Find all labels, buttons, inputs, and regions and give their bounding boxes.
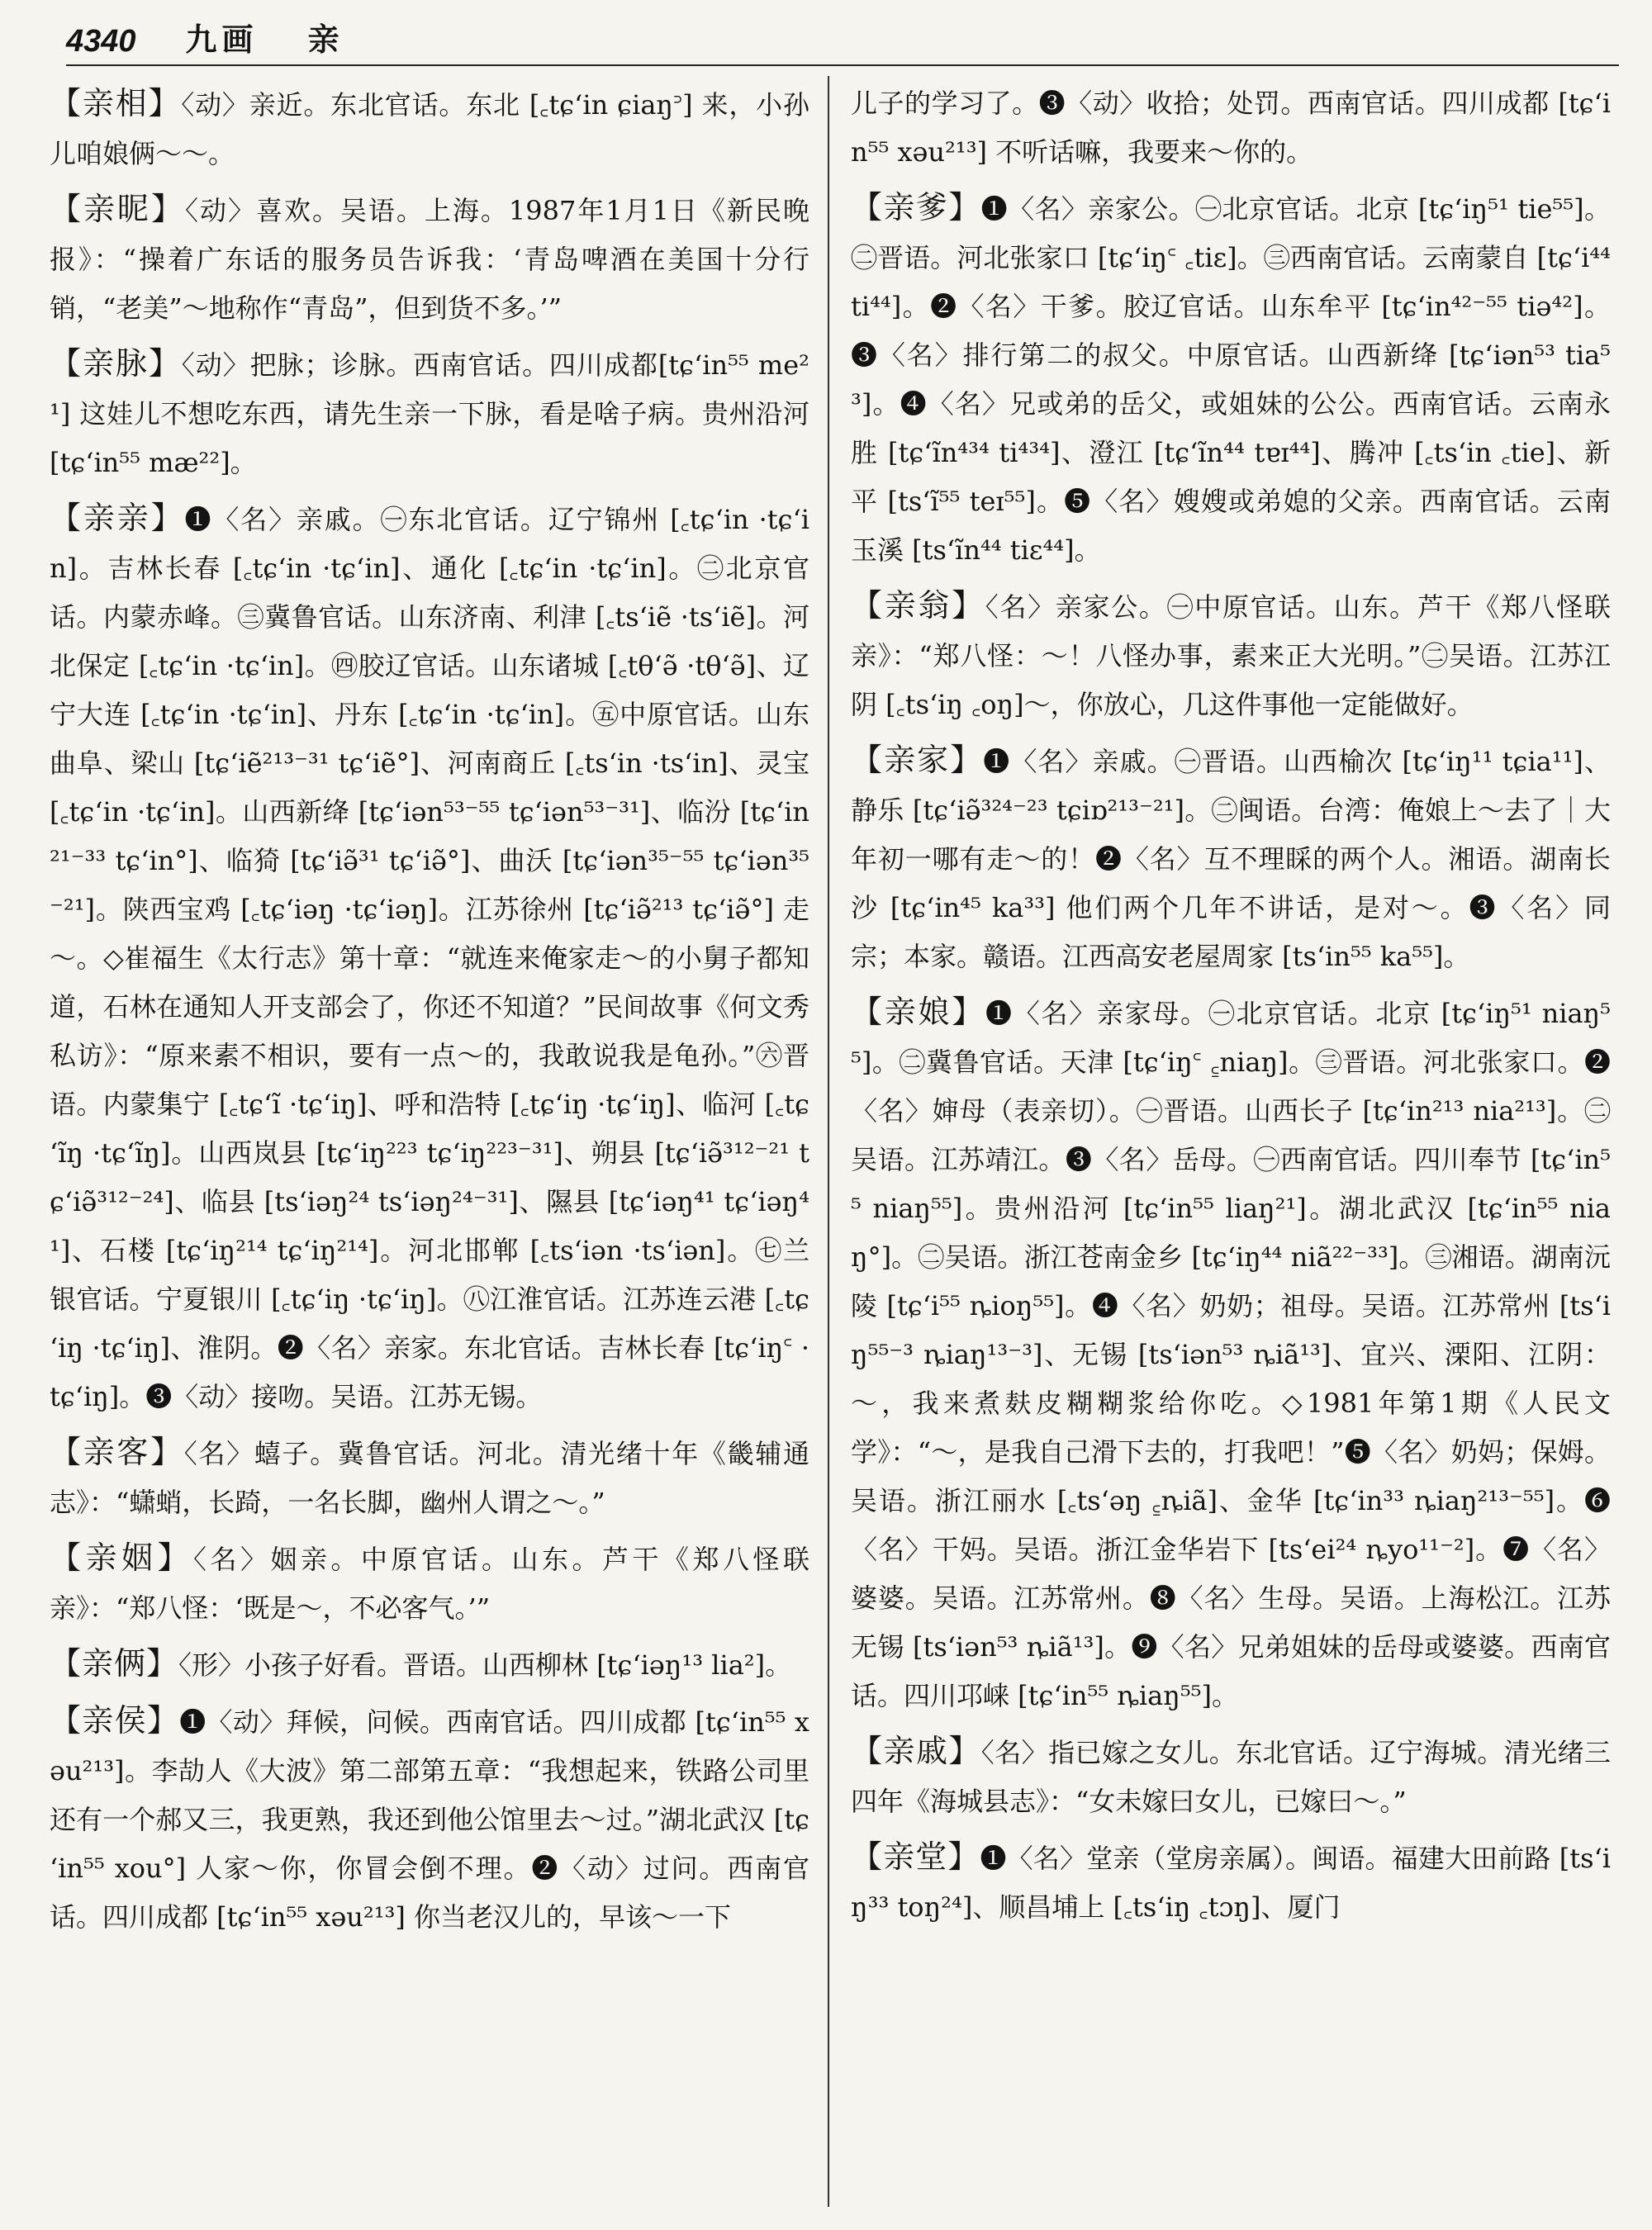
headword: 【亲翁】 [851,587,985,624]
radical-label: 九画 [185,21,259,58]
entry-body: 〈形〉小孩子好看。晋语。山西柳林 [tɕʻiəŋ¹³ lia²]。 [178,1649,792,1681]
entry-qinyin [50,1534,809,1633]
entry-qinlia [50,1639,809,1690]
entry-body: ❶〈名〉亲戚。㊀晋语。山西榆次 [tɕʻiŋ¹¹ tɕia¹¹]、静乐 [tɕʻiə̃³²⁴⁻²³ tɕiɒ²¹³⁻²¹]。㊁闽语。台湾：俺娘上～去了｜大年初一哪有走～的！❷〈名〉互不理睬的两个人。湘语。湖南长沙 [tɕʻin⁴⁵ ka³³] 他们两个几年不讲话，是对～。❸〈名〉同宗；本家。赣语。江西高安老屋周家 [tsʻin⁵⁵ ka⁵⁵]。 [851,746,1611,972]
entry-continuation: 儿子的学习了。❸〈动〉收拾；处罚。西南官话。四川成都 [tɕʻin⁵⁵ xəu²¹³] 不听话嘛，我要来～你的。 [851,88,1611,168]
entry-qinhou [50,1696,809,1942]
page-number: 4340 [66,24,136,59]
head-character: 亲 [307,21,339,58]
entry-body: 〈动〉把脉；诊脉。西南官话。四川成都[tɕʻin⁵⁵ me²¹] 这娃儿不想吃东西，请先生亲一下脉，看是啥子病。贵州沿河 [tɕʻin⁵⁵ mæ²²]。 [50,349,809,478]
entry-qinni [50,185,809,333]
entry-qinke [50,1428,809,1527]
headword: 【亲亲】 [50,500,185,536]
entry-body: ❶〈名〉亲戚。㊀东北官话。辽宁锦州 [꜀tɕʻin ·tɕʻin]。吉林长春 [꜀tɕʻin ·tɕʻin]、通化 [꜀tɕʻin ·tɕʻin]。㊁北京官话。内蒙赤峰。㊂冀鲁官话。山东济南、利津 [꜀tsʻiẽ ·tsʻiẽ]。河北保定 [꜀tɕʻin ·tɕʻin]。㊃胶辽官话。山东诸城 [꜀tθʻə̃ ·tθʻə̃]、辽宁大连 [꜀tɕʻin ·tɕʻin]、丹东 [꜀tɕʻin ·tɕʻin]。㊄中原官话。山东曲阜、梁山 [tɕʻiẽ²¹³⁻³¹ tɕʻiẽ°]、河南商丘 [꜀tsʻin ·tsʻin]、灵宝 [꜀tɕʻin ·tɕʻin]。山西新绛 [tɕʻiən⁵³⁻⁵⁵ tɕʻiən⁵³⁻³¹]、临汾 [tɕʻin²¹⁻³³ tɕʻin°]、临猗 [tɕʻiə̃³¹ tɕʻiə̃°]、曲沃 [tɕʻiən³⁵⁻⁵⁵ tɕʻiən³⁵⁻²¹]。陕西宝鸡 [꜀tɕʻiəŋ ·tɕʻiəŋ]。江苏徐州 [tɕʻiə̃²¹³ tɕʻiə̃°] 走～。◇崔福生《太行志》第十章：“就连来俺家走～的小舅子都知道，石林在通知人开支部会了，你还不知道？”民间故事《何文秀私访》：“原来素不相识，要有一点～的，我敢说我是龟孙。”㊅晋语。内蒙集宁 [꜀tɕʻĩ ·tɕʻiŋ]、呼和浩特 [꜀tɕʻiŋ ·tɕʻiŋ]、临河 [꜀tɕʻĩŋ ·tɕʻĩŋ]。山西岚县 [tɕʻiŋ²²³ tɕʻiŋ²²³⁻³¹]、朔县 [tɕʻiə̃³¹²⁻²¹ tɕʻiə̃³¹²⁻²⁴]、临县 [tsʻiəŋ²⁴ tsʻiəŋ²⁴⁻³¹]、隰县 [tɕʻiəŋ⁴¹ tɕʻiəŋ⁴¹]、石楼 [tɕʻiŋ²¹⁴ tɕʻiŋ²¹⁴]。河北邯郸 [꜀tsʻiən ·tsʻiən]。㊆兰银官话。宁夏银川 [꜀tɕʻiŋ ·tɕʻiŋ]。㊇江淮官话。江苏连云港 [꜀tɕʻiŋ ·tɕʻiŋ]、淮阴。❷〈名〉亲家。东北官话。吉林长春 [tɕʻiŋ꜂ ·tɕʻiŋ]。❸〈动〉接吻。吴语。江苏无锡。 [50,504,809,1412]
right-column [851,79,1611,2213]
headword: 【亲俩】 [50,1645,179,1682]
headword: 【亲昵】 [50,191,185,227]
headword: 【亲姻】 [50,1540,193,1576]
entry-qinqi [851,1727,1611,1826]
entry-body: 〈名〉姻亲。中原官话。山东。芦干《郑八怪联亲》：“郑八怪：‘既是～，不必客气。’” [50,1544,809,1624]
headword: 【亲家】 [851,742,984,778]
entry-body: ❶〈名〉亲家母。㊀北京官话。北京 [tɕʻiŋ⁵¹ niaŋ⁵⁵]。㊁冀鲁官话。天津 [tɕʻiŋ꜂ ꜁niaŋ]。㊂晋语。河北张家口。❷〈名〉婶母（表亲切）。㊀晋语。山西长子 [tɕʻin²¹³ nia²¹³]。㊁吴语。江苏靖江。❸〈名〉岳母。㊀西南官话。四川奉节 [tɕʻin⁵⁵ niaŋ⁵⁵]。贵州沿河 [tɕʻin⁵⁵ liaŋ²¹]。湖北武汉 [tɕʻin⁵⁵ niaŋ°]。㊁吴语。浙江苍南金乡 [tɕʻiŋ⁴⁴ niã²²⁻³³]。㊂湘语。湖南沅陵 [tɕʻi⁵⁵ ȵioŋ⁵⁵]。❹〈名〉奶奶；祖母。吴语。江苏常州 [tsʻiŋ⁵⁵⁻³ ȵiaŋ¹³⁻³]、无锡 [tsʻiən⁵³ ȵiã¹³]、宜兴、溧阳、江阴：～，我来煮麸皮糊糊浆给你吃。◇1981年第1期《人民文学》：“～，是我自己滑下去的，打我吧！”❺〈名〉奶妈；保姆。吴语。浙江丽水 [꜀tsʻəŋ ꜁ȵiã]、金华 [tɕʻin³³ ȵiaŋ²¹³⁻⁵⁵]。❻〈名〉干妈。吴语。浙江金华岩下 [tsʻei²⁴ ȵyo¹¹⁻²]。❼〈名〉婆婆。吴语。江苏常州。❽〈名〉生母。吴语。上海松江。江苏无锡 [tsʻiən⁵³ ȵiã¹³]。❾〈名〉兄弟姐妹的岳母或婆婆。西南官话。四川邛崃 [tɕʻin⁵⁵ ȵiaŋ⁵⁵]。 [851,998,1611,1711]
headword: 【亲相】 [50,85,182,121]
entry-body: 〈名〉蟢子。冀鲁官话。河北。清光绪十年《畿辅通志》：“蟏蛸，长踦，一名长脚，幽州人谓之～。” [50,1438,809,1518]
entry-qindie [851,183,1611,575]
entry-body: ❶〈名〉亲家公。㊀北京官话。北京 [tɕʻiŋ⁵¹ tie⁵⁵]。㊁晋语。河北张家口 [tɕʻiŋ꜂ ꜀tiɛ]。㊂西南官话。云南蒙自 [tɕʻi⁴⁴ ti⁴⁴]。❷〈名〉干爹。胶辽官话。山东牟平 [tɕʻin⁴²⁻⁵⁵ tiə⁴²]。❸〈名〉排行第二的叔父。中原官话。山西新绛 [tɕʻiən⁵³ tia⁵³]。❹〈名〉兄或弟的岳父，或姐妹的公公。西南官话。云南永胜 [tɕʻĩn⁴³⁴ ti⁴³⁴]、澄江 [tɕʻĩn⁴⁴ tɐɪ⁴⁴]、腾冲 [꜀tsʻin ꜀tie]、新平 [tsʻĩ⁵⁵ teɪ⁵⁵]。❺〈名〉嫂嫂或弟媳的父亲。西南官话。云南玉溪 [tsʻĩn⁴⁴ tiɛ⁴⁴]。 [851,193,1611,566]
entry-body: ❶〈名〉堂亲（堂房亲属）。闽语。福建大田前路 [tsʻiŋ³³ toŋ²⁴]、顺昌埔上 [꜀tsʻiŋ ꜀tɔŋ]、厦门 [851,1843,1611,1923]
headword: 【亲脉】 [50,345,182,382]
headword: 【亲侯】 [50,1702,180,1739]
headword: 【亲戚】 [851,1733,981,1769]
running-head [66,18,1619,66]
headword: 【亲堂】 [851,1839,980,1875]
entry-qinniang [851,988,1611,1720]
entry-qinweng [851,581,1611,729]
entry-body: 〈动〉喜欢。吴语。上海。1987年1月1日《新民晚报》：“操着广东话的服务员告诉我：‘青岛啤酒在美国十分行销，“老美”～地称作“青岛”，但到货不多。’” [50,195,809,324]
entry-body: 〈动〉亲近。东北官话。东北 [꜀tɕʻin ɕiaŋ꜄] 来，小孙儿咱娘俩～～。 [50,89,809,169]
entry-body: ❶〈动〉拜候，问候。西南官话。四川成都 [tɕʻin⁵⁵ xəu²¹³]。李劼人《大波》第二部第五章：“我想起来，铁路公司里还有一个郝又三，我更熟，我还到他公馆里去～过。”湖北武汉 [tɕʻin⁵⁵ xou°] 人家～你，你冒会倒不理。❷〈动〉过问。西南官话。四川成都 [tɕʻin⁵⁵ xəu²¹³] 你当老汉儿的，早该～一下 [50,1706,809,1933]
entry-body: 〈名〉指已嫁之女儿。东北官话。辽宁海城。清光绪三四年《海城县志》：“女未嫁曰女儿，已嫁曰～。” [851,1737,1611,1817]
entry-qinmai [50,339,809,487]
headword: 【亲客】 [50,1434,184,1470]
column-divider [828,76,829,2207]
entry-body: 〈名〉亲家公。㊀中原官话。山东。芦干《郑八怪联亲》：“郑八怪：～！八怪办事，素来正大光明。”㊁吴语。江苏江阴 [꜀tsʻiŋ ꜀oŋ]～，你放心，几这件事他一定能做好。 [851,591,1611,720]
headword: 【亲爹】 [851,189,981,225]
left-column [50,79,809,2213]
entry-qintang [851,1833,1611,1932]
entry-qinjia [851,736,1611,981]
headword: 【亲娘】 [851,994,985,1030]
entry-qinqin [50,494,809,1421]
entry-qinxiang [50,79,809,178]
